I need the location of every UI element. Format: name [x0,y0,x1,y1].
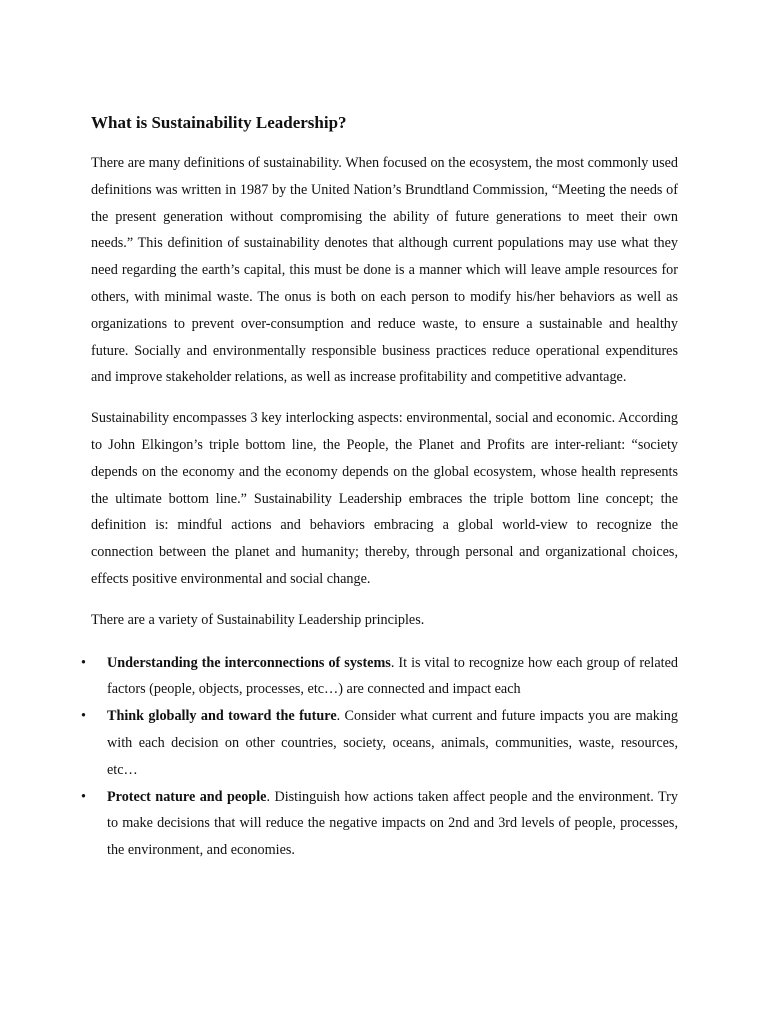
bullet-icon: • [81,654,86,671]
bullet-icon: • [81,788,86,805]
principle-heading: Understanding the interconnections of systems [107,654,391,671]
principle-heading: Think globally and toward the future [107,708,337,725]
list-item [81,650,678,704]
principle-text: . It is vital to recognize how each group of related factors (people, objects, processes, etc…) are connected and impact each [107,654,678,698]
paragraph-triple-bottom-line: Sustainability encompasses 3 key interlocking aspects: environmental, social and economic. According to John Elkingon’s triple bottom line, the People, the Planet and Profits are inter-reliant: “society depends on the economy and the economy depends on the global ecosystem, whose health represents the ultimate bottom line.” Sustainability Leadership embraces the triple bottom line concept; the definition is: mindful actions and behaviors embracing a global world-view to recognize the connection between the planet and humanity; thereby, through personal and organizational choices, effects positive environmental and social change. [91,410,678,587]
document-page [81,108,678,864]
bullet-icon: • [81,708,86,725]
principle-text: . Consider what current and future impacts you are making with each decision on other countries, society, oceans, animals, communities, waste, resources, etc… [107,708,678,778]
principle-heading: Protect nature and people [107,788,267,805]
list-item [81,703,678,783]
principles-intro: There are a variety of Sustainability Leadership principles. [91,611,425,628]
principle-text: . Distinguish how actions taken affect people and the environment. Try to make decisions that will reduce the negative impacts on 2nd and 3rd levels of people, processes, the environment, and economies. [107,788,678,859]
list-item [81,784,678,864]
paragraph-definitions: There are many definitions of sustainability. When focused on the ecosystem, the most commonly used definitions was written in 1987 by the United Nation’s Brundtland Commission, “Meeting the needs of the present generation without compromising the ability of future generations to meet their own needs.” This definition of sustainability denotes that although current populations may use what they need regarding the earth’s capital, this must be done is a manner which will leave ample resources for others, with minimal waste. The onus is both on each person to modify his/her behaviors as well as organizations to prevent over-consumption and reduce waste, to ensure a sustainable and healthy future. Socially and environmentally responsible business practices reduce operational expenditures and improve stakeholder relations, as well as increase profitability and competitive advantage. [91,155,678,386]
principles-list [81,650,678,864]
document-title: What is Sustainability Leadership? [91,113,347,132]
